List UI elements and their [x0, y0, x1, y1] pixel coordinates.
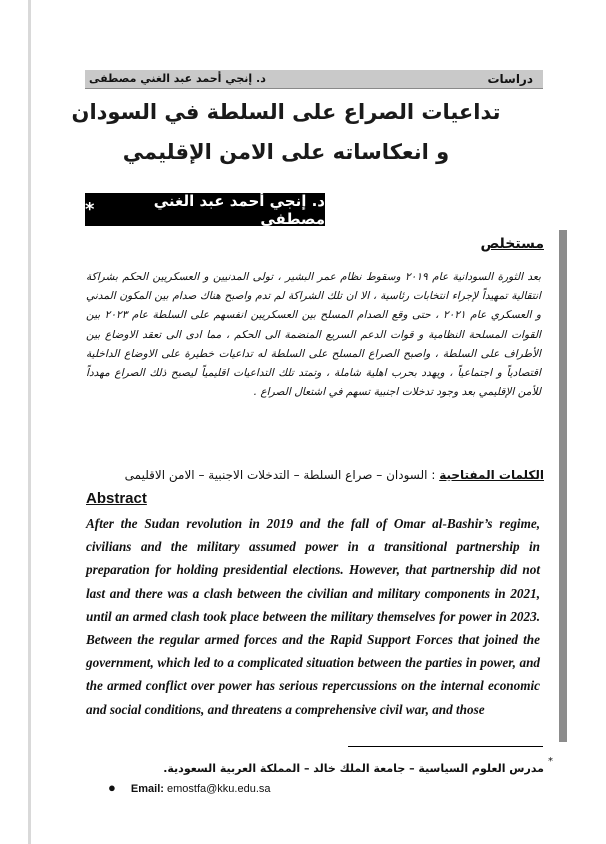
- running-header: [85, 70, 543, 89]
- english-abstract-heading: Abstract: [86, 490, 147, 507]
- arabic-abstract-text: بعد الثورة السودانية عام ٢٠١٩ وسقوط نظام عمر البشير ، تولى المدنيين و العسكريين الحكم بشراكة انتقالية تمهيداً لإجراء انتخابات رئاسية ، الا ان تلك الشراكة لم تدم واصبح هناك صدام بين المكون المدني و العسكري عام ٢٠٢١ ، حتى وقع الصدام المسلح بين العسكريين انفسهم على السلطة عام ٢٠٢٣ بين القوات المسلحة النظامية و قوات الدعم السريع المنضمة الى الحكم ، مما ادى الى تعقد الاوضاع بين الأطراف على السلطة ، واصبح الصراع المسلح على السلطة له تداعيات خطيرة على الاوضاع الداخلية اقتصادياً و اجتماعياً ، ويهدد بحرب اهلية شاملة ، وتمتد تلك التداعيات اقليمياً ليصبح ذلك الصراع مهدداً للأمن الإقليمي بعد وجود تدخلات اجنبية تسهم في اشتعال الصراع .: [86, 271, 542, 399]
- author-footnote-marker: *: [85, 199, 95, 220]
- header-section: دراسات: [487, 72, 533, 86]
- arabic-abstract-heading: مستخلص: [480, 236, 544, 252]
- header-author: د. إنجي أحمد عبد الغني مصطفى: [89, 72, 266, 85]
- author-name: د. إنجي أحمد عبد الغني مصطفى: [153, 191, 325, 228]
- email-label: Email:: [130, 783, 164, 795]
- title-line-1: تداعيات الصراع على السلطة في السودان: [71, 100, 501, 124]
- english-abstract-text: After the Sudan revolution in 2019 and the fall of Omar al-Bashir’s regime, civilians and the military assumed power in a transitional partnership in preparation for holding presidential elections. However, that partnership did not last and there was a clash between the civilian and military components in 2021, until an armed clash took place between the military themselves for power in 2023. Between the regular armed forces and the Rapid Support Forces that joined the government, which led to a complicated situation between the parties in power, and the armed conflict over power has serious repercussions on the internal economic and social conditions, and threatens a comprehensive civil war, and those: [86, 516, 540, 717]
- keywords-line: [74, 468, 544, 482]
- footnote-affiliation: مدرس العلوم السياسية – جامعة الملك خالد – المملكة العربية السعودية.: [163, 762, 544, 775]
- footnote-separator: [348, 746, 543, 747]
- keywords-label: الكلمات المفتاحية: [439, 468, 544, 482]
- title-line-2: و انعكاساته على الامن الإقليمي: [122, 140, 450, 164]
- keywords-separator: :: [431, 468, 436, 482]
- page-left-frame: [28, 0, 31, 844]
- bullet-icon: ●: [108, 780, 116, 795]
- right-margin-rule: [559, 230, 567, 742]
- author-name-box: [85, 193, 325, 226]
- footnote-email-line: [108, 780, 271, 795]
- keywords-list: السودان – صراع السلطة – التدخلات الاجنبية – الامن الاقليمى: [124, 468, 428, 482]
- email-address[interactable]: emostfa@kku.edu.sa: [167, 783, 271, 795]
- footnote-marker: *: [548, 756, 553, 767]
